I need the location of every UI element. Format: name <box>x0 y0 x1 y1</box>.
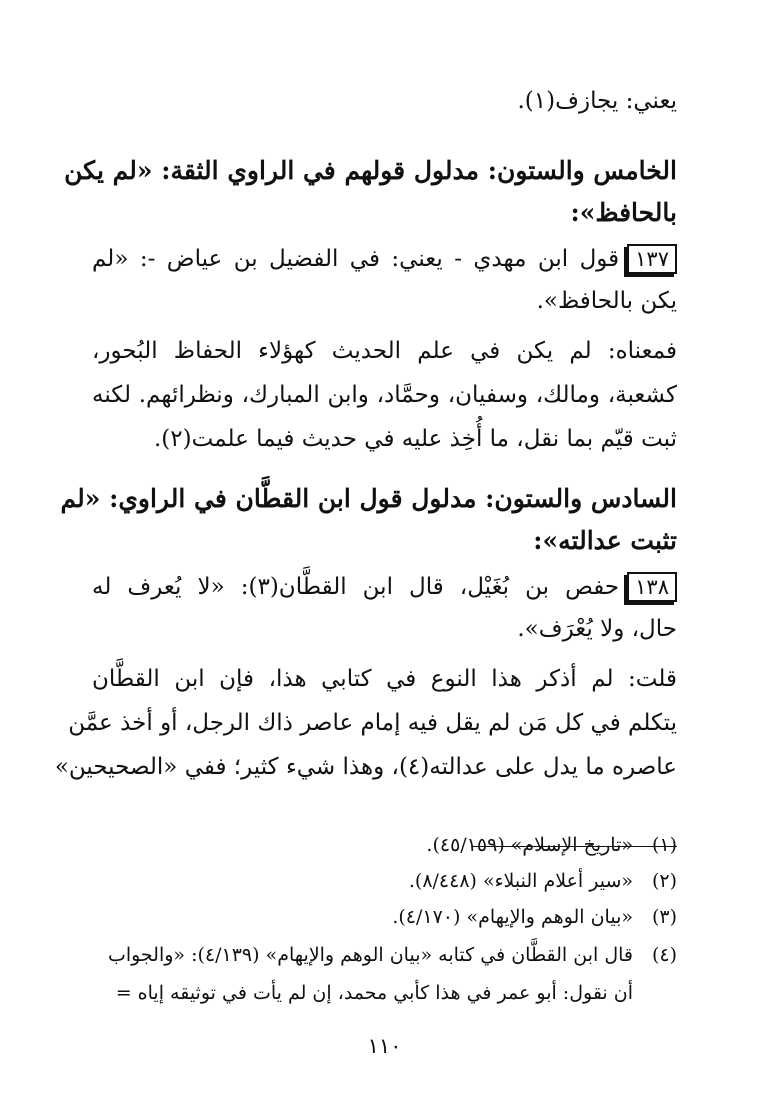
text-line: قلت: لم أذكر هذا النوع في كتابي هذا، فإن ابن القطَّان <box>92 666 677 692</box>
footnote <box>80 944 677 966</box>
footnote-text: «سير أعلام النبلاء» (٨/٤٤٨). <box>408 870 633 892</box>
text-line: حال، ولا يُعْرَف». <box>517 616 677 642</box>
numbered-paragraph <box>92 244 677 274</box>
text-line: يعني: يجازف(١). <box>517 88 677 114</box>
footnote-text: «بيان الوهم والإيهام» (٤/١٧٠). <box>392 906 633 928</box>
numbered-paragraph <box>92 572 677 602</box>
page-number: ١١٠ <box>367 1034 402 1058</box>
section-heading: الخامس والستون: مدلول قولهم في الراوي الثقة: «لم يكن <box>64 156 677 185</box>
footnote-text: قال ابن القطَّان في كتابه «بيان الوهم والإيهام» (٤/١٣٩): «والجواب <box>107 944 633 966</box>
text-line: كشعبة، ومالك، وسفيان، وحمَّاد، وابن المبارك، ونظرائهم. لكنه <box>92 382 677 408</box>
text-line: يتكلم في كل مَن لم يقل فيه إمام عاصر ذاك الرجل، أو أخذ عمَّن <box>68 710 677 736</box>
text-line: يكن بالحافظ». <box>536 288 677 314</box>
text-line: فمعناه: لم يكن في علم الحديث كهؤلاء الحفاظ البُحور، <box>92 338 677 364</box>
text-line: عاصره ما يدل على عدالته(٤)، وهذا شيء كثير؛ ففي «الصحيحين» <box>54 754 677 780</box>
entry-number-box: ١٣٧ <box>627 244 677 274</box>
entry-number-box: ١٣٨ <box>627 572 677 602</box>
section-heading-continued: بالحافظ»: <box>570 198 677 227</box>
text-line: قول ابن مهدي - يعني: في الفضيل بن عياض -: «لم <box>92 246 620 272</box>
footnote <box>80 834 677 856</box>
section-heading: السادس والستون: مدلول قول ابن القطَّان في الراوي: «لم <box>60 484 677 513</box>
footnote <box>80 870 677 892</box>
footnote-number: (١) <box>651 834 677 856</box>
section-heading-continued: تثبت عدالته»: <box>533 526 677 555</box>
text-line: حفص بن بُغَيْل، قال ابن القطَّان(٣): «لا يُعرف له <box>92 574 620 600</box>
footnote <box>80 906 677 928</box>
footnote-text: «تاريخ الإسلام» (٤٥/١٥٩). <box>426 834 633 856</box>
footnote-number: (٣) <box>651 906 677 928</box>
text-line: ثبت قيّم بما نقل، ما أُخِذ عليه في حديث فيما علمت(٢). <box>153 426 677 452</box>
footnote-continuation: أن نقول: أبو عمر في هذا كأبي محمد، إن لم يأت في توثيقه إياه = <box>115 982 633 1004</box>
footnote-number: (٤) <box>651 944 677 966</box>
footnote-number: (٢) <box>651 870 677 892</box>
